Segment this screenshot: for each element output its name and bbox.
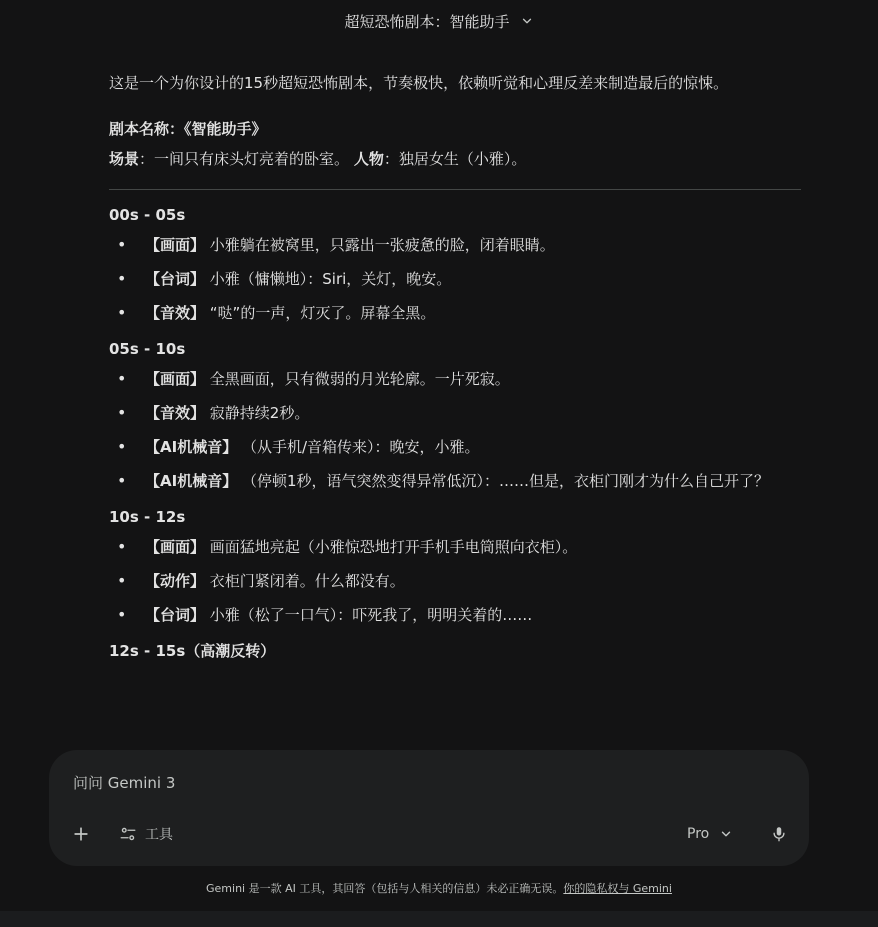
item-text: 寂静持续2秒。	[205, 404, 310, 422]
conversation-title-dropdown[interactable]	[344, 11, 533, 32]
chevron-down-icon	[719, 827, 733, 841]
script-name: 剧本名称：《智能助手》	[109, 120, 267, 138]
list-item	[109, 604, 801, 626]
divider	[109, 189, 801, 190]
list-item	[109, 570, 801, 592]
list-item	[109, 302, 801, 324]
list-item	[109, 436, 801, 458]
scroll-fade	[109, 692, 801, 748]
item-tag: 【AI机械音】	[145, 472, 238, 490]
section-title: 10s - 12s	[109, 508, 186, 526]
microphone-icon	[770, 825, 788, 843]
script-sections	[109, 204, 801, 662]
section-title: 05s - 10s	[109, 340, 186, 358]
item-text: 小雅躺在被窝里，只露出一张疲惫的脸，闭着眼睛。	[205, 236, 555, 254]
prompt-input-box[interactable]	[49, 750, 809, 866]
scene-label: 场景	[109, 150, 140, 168]
list-item	[109, 402, 801, 424]
item-tag: 【画面】	[145, 370, 206, 388]
item-tag: 【音效】	[145, 304, 206, 322]
scene-line	[109, 148, 801, 170]
item-text: 全黑画面，只有微弱的月光轮廓。一片死寂。	[205, 370, 510, 388]
plus-icon	[71, 824, 91, 844]
item-tag: 【台词】	[145, 606, 206, 624]
item-tag: 【画面】	[145, 236, 206, 254]
item-text: （停顿1秒，语气突然变得异常低沉）：……但是，衣柜门刚才为什么自己开了？	[237, 472, 770, 490]
bottom-bar	[0, 911, 878, 927]
section-list	[109, 368, 801, 492]
add-button[interactable]	[67, 820, 95, 848]
list-item	[109, 368, 801, 390]
list-item	[109, 536, 801, 558]
section-title: 12s - 15s（高潮反转）	[109, 642, 276, 660]
item-text: 小雅（慵懒地）：Siri，关灯，晚安。	[205, 270, 452, 288]
privacy-link[interactable]: 你的隐私权与 Gemini	[563, 882, 672, 895]
item-tag: 【台词】	[145, 270, 206, 288]
prompt-input[interactable]: 问问 Gemini 3	[73, 774, 176, 792]
tune-icon	[119, 825, 137, 843]
list-item	[109, 234, 801, 256]
list-item	[109, 268, 801, 290]
response-content	[109, 60, 801, 748]
item-text: （从手机/音箱传来）：晚安，小雅。	[237, 438, 480, 456]
item-tag: 【画面】	[145, 538, 206, 556]
section-list	[109, 234, 801, 324]
character-label: 人物	[353, 150, 384, 168]
chevron-down-icon	[520, 14, 534, 28]
item-tag: 【动作】	[145, 572, 206, 590]
list-item	[109, 470, 801, 492]
disclaimer-text: Gemini 是一款 AI 工具，其回答（包括与人相关的信息）未必正确无误。	[206, 882, 564, 895]
item-text: “哒”的一声，灯灭了。屏幕全黑。	[205, 304, 436, 322]
top-bar	[0, 0, 878, 42]
character-text: ：独居女生（小雅）。	[383, 150, 527, 168]
model-label: Pro	[687, 826, 710, 842]
tools-label: 工具	[145, 827, 173, 843]
model-selector[interactable]	[687, 820, 733, 848]
item-text: 小雅（松了一口气）：吓死我了，明明关着的……	[205, 606, 533, 624]
section-list	[109, 536, 801, 626]
section-title: 00s - 05s	[109, 206, 186, 224]
item-tag: 【AI机械音】	[145, 438, 238, 456]
disclaimer	[0, 880, 878, 896]
item-text: 画面猛地亮起（小雅惊恐地打开手机手电筒照向衣柜）。	[205, 538, 578, 556]
microphone-button[interactable]	[765, 820, 793, 848]
conversation-title: 超短恐怖剧本：智能助手	[344, 12, 510, 31]
scene-text: ：一间只有床头灯亮着的卧室。	[139, 150, 350, 168]
item-tag: 【音效】	[145, 404, 206, 422]
item-text: 衣柜门紧闭着。什么都没有。	[205, 572, 405, 590]
intro-paragraph: 这是一个为你设计的15秒超短恐怖剧本，节奏极快，依赖听觉和心理反差来制造最后的惊悚。	[109, 74, 729, 92]
tools-button[interactable]	[119, 820, 173, 848]
